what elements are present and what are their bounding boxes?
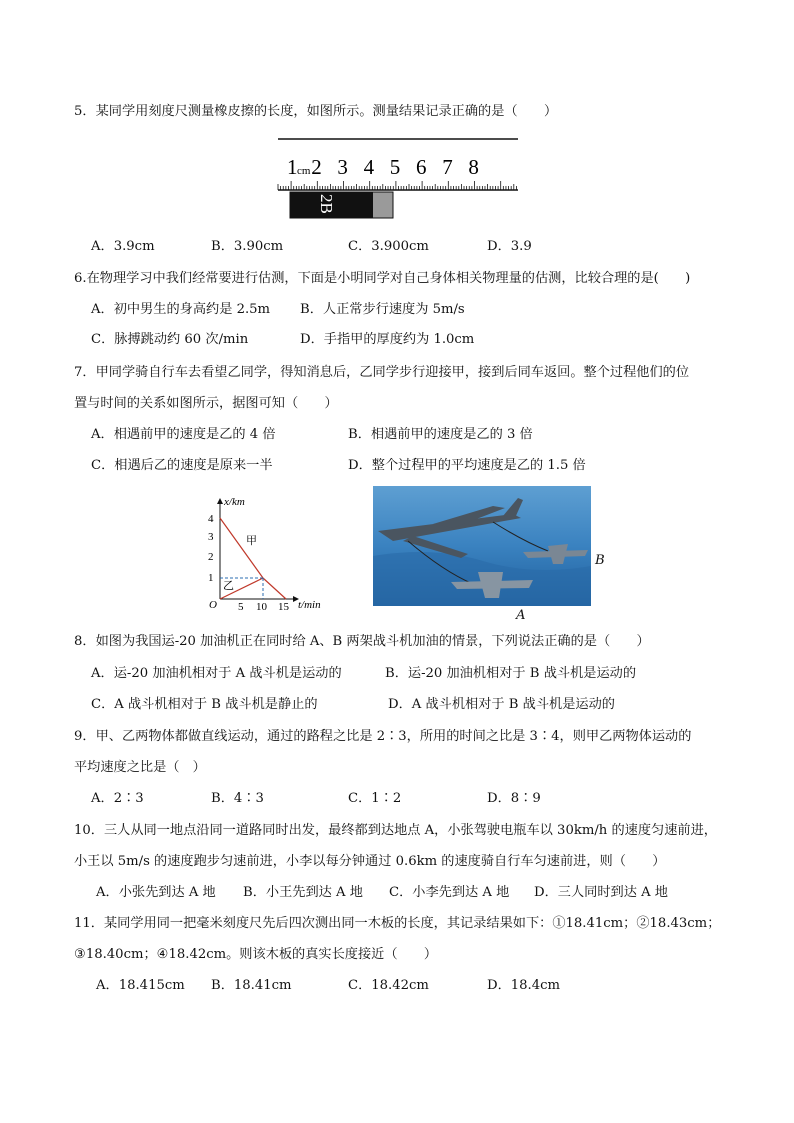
q6-option-b[interactable]: B．人正常步行速度为 5m/s [300,302,465,317]
y-tick-label: 3 [208,531,214,543]
q7-option-a[interactable]: A．相遇前甲的速度是乙的 4 倍 [91,427,276,442]
q8-option-a[interactable]: A．运-20 加油机相对于 A 战斗机是运动的 [91,666,342,681]
q11-option-b[interactable]: B．18.41cm [211,978,292,993]
jia-label: 甲 [246,535,257,547]
q9-option-d[interactable]: D．8∶9 [487,791,541,806]
ruler-label: 6 [416,155,427,179]
q11-stem-line2: ③18.40cm；④18.42cm。则该木板的真实长度接近（ ） [74,947,438,962]
y-tick-label: 4 [208,513,214,525]
q9-stem-line2: 平均速度之比是（ ） [74,760,206,775]
q10-option-d[interactable]: D．三人同时到达 A 地 [534,885,668,900]
q10-stem-line1: 10．三人从同一地点沿同一道路同时出发，最终都到达地点 A，小张驾驶电瓶车以 30km/h 的速度匀速前进， [74,823,717,838]
ruler-figure [270,132,530,222]
eraser-text: 2B [317,194,336,214]
photo-label-b: B [595,553,605,568]
y-tick-label: 1 [208,572,214,584]
q9-option-a[interactable]: A．2∶3 [91,791,144,806]
x-tick-labels [238,601,290,613]
ruler-label: 3 [337,155,348,179]
q11-option-a[interactable]: A．18.415cm [96,978,185,993]
q5-option-d[interactable]: D．3.9 [487,239,532,254]
ruler-labels [311,155,479,179]
x-tick-label: 15 [278,601,289,613]
q10-option-c[interactable]: C．小李先到达 A 地 [389,885,510,900]
y-tick-label: 2 [208,551,214,563]
q6-option-a[interactable]: A．初中男生的身高约是 2.5m [91,302,271,317]
q11-option-d[interactable]: D．18.4cm [487,978,561,993]
ruler-label: 5 [389,155,401,179]
q5-stem: 5．某同学用刻度尺测量橡皮擦的长度，如图所示。测量结果记录正确的是（ ） [74,104,558,119]
ruler-first-label: 1 [287,155,298,179]
ruler-label: 7 [442,155,453,179]
q7-option-c[interactable]: C．相遇后乙的速度是原来一半 [91,458,273,473]
q9-stem-line1: 9．甲、乙两物体都做直线运动，通过的路程之比是 2∶3，所用的时间之比是 3∶4，则甲乙两物体运动的 [74,729,692,744]
position-time-graph [203,492,333,617]
ruler-label: 2 [311,155,322,179]
y-axis-label: x/km [224,496,245,508]
q10-option-b[interactable]: B．小王先到达 A 地 [243,885,363,900]
q8-option-c[interactable]: C．A 战斗机相对于 B 战斗机是静止的 [91,697,318,712]
q8-option-d[interactable]: D．A 战斗机相对于 B 战斗机是运动的 [388,697,615,712]
q6-option-d[interactable]: D．手指甲的厚度约为 1.0cm [300,332,475,347]
x-tick-label: 10 [256,601,267,613]
yi-label: 乙 [223,580,234,592]
q6-stem: 6.在物理学习中我们经常要进行估测，下面是小明同学对自己身体相关物理量的估测，比较合理的是( ) [74,271,691,286]
q5-option-b[interactable]: B．3.90cm [211,239,284,254]
ruler-unit-label: cm [297,165,311,177]
jia-line [220,518,263,578]
eraser-gray-part [373,192,393,218]
ruler-label: 8 [468,155,479,179]
q5-option-a[interactable]: A．3.9cm [91,239,155,254]
x-tick-label: 5 [238,601,244,613]
q7-option-b[interactable]: B．相遇前甲的速度是乙的 3 倍 [348,427,533,442]
return-line [263,578,286,599]
q7-option-d[interactable]: D．整个过程甲的平均速度是乙的 1.5 倍 [348,458,586,473]
refueling-photo [373,486,591,606]
q5-option-c[interactable]: C．3.900cm [348,239,429,254]
q9-option-c[interactable]: C．1∶2 [348,791,402,806]
y-tick-labels [208,513,214,584]
q11-stem-line1: 11．某同学用同一把毫米刻度尺先后四次测出同一木板的长度，其记录结果如下：①18.41cm；②18.43cm； [74,916,721,931]
ruler-ticks [278,181,516,190]
q10-option-a[interactable]: A．小张先到达 A 地 [96,885,216,900]
origin-label: O [209,599,217,611]
q11-option-c[interactable]: C．18.42cm [348,978,429,993]
q8-option-b[interactable]: B．运-20 加油机相对于 B 战斗机是运动的 [385,666,637,681]
q8-stem: 8．如图为我国运-20 加油机正在同时给 A、B 两架战斗机加油的情景，下列说法正确的是（ ） [74,634,650,649]
q10-stem-line2: 小王以 5m/s 的速度跑步匀速前进，小李以每分钟通过 0.6km 的速度骑自行车匀速前进，则（ ） [74,854,666,869]
x-axis-label: t/min [298,599,321,611]
q7-stem-line2: 置与时间的关系如图所示，据图可知（ ） [74,396,338,411]
q7-stem-line1: 7．甲同学骑自行车去看望乙同学，得知消息后，乙同学步行迎接甲，接到后同车返回。整个过程他们的位 [74,365,690,380]
q6-option-c[interactable]: C．脉搏跳动约 60 次/min [91,332,249,347]
ruler-label: 4 [363,155,375,179]
q9-option-b[interactable]: B．4∶3 [211,791,264,806]
photo-label-a: A [516,608,526,623]
